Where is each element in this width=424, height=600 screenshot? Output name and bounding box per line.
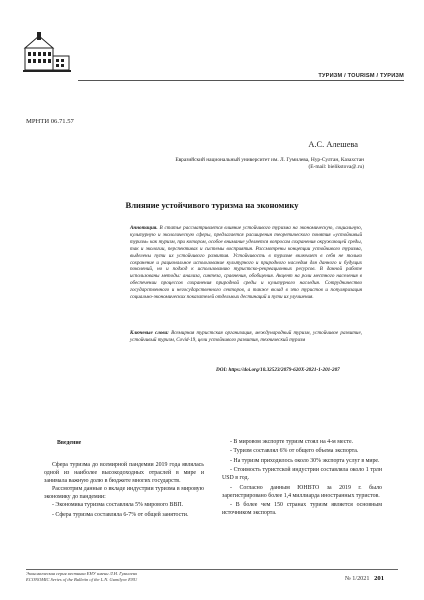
keywords-text: Всемирная туристская организация, международный туризм, устойчивое развитие, устойчивый туризм, Covid-19, цели устойчивого развития, технический туризм: [130, 330, 362, 343]
left-column: [44, 461, 204, 520]
list-item: - Согласно данным ЮНВТО за 2019 г. было зарегистрировано более 1,4 миллиарда иностранных туристов.: [222, 484, 382, 499]
list-item: - Стоимость туристской индустрии составляла около 1 трлн USD в год.: [222, 467, 382, 482]
author-affiliation: [150, 157, 364, 172]
issue-number: № 1/2021: [344, 575, 370, 582]
issue-info: [345, 575, 384, 582]
section-tag: ТУРИЗМ / TOURISM / ТУРИЗМ: [318, 73, 404, 79]
article-title: Влияние устойчивого туризма на экономику: [125, 200, 299, 210]
journal-name-ru: Экономическая серия вестника ЕНУ имени Л.Н. Гумилева: [26, 571, 137, 576]
doi-link[interactable]: DOI: https://doi.org/10.32523/2079-620X-2021-1-201-207: [216, 367, 340, 373]
list-item: - В мировом экспорте туризм стоял на 4-м месте.: [230, 439, 354, 445]
header-rule: [78, 80, 404, 81]
right-column: [222, 438, 382, 519]
keywords-label: Ключевые слова:: [130, 330, 169, 336]
list-item: - Туризм составлял 6% от общего объема экспорта.: [230, 448, 359, 455]
classification-code: МРНТИ 06.71.57: [26, 118, 74, 125]
abstract-text: В статье рассматривается влияние устойчивого туризма на экономическую, социальную, культурную и экологическую сферы, предлагается расширения теоретического понятия «устойчивый туризм» как туризм, при котором, особое внимание уделяется вопросам сохранения окружающей среды, так и экологии, перспективах и системы восприятия. Рассмотрены концепции устойчивого туризма, выделены пути их устойчивого развития. Устойчивость в туризме включает в себя не только сохранение и рациональное использование культурного и природного наследия для данного и будущих поколений, но и подход к использованию туристско-рекреационных ресурсов. В данной работе использованы методы: анализа, синтеза, сравнения, обобщения. Акцент на роли местного населения в обеспечении процессов сохранения природной среды и культурного наследия. Сотрудничество государственного и негосударственного секторов, а также вклад в это туристов и популяризация социально-экономических показателей отдельных дестинаций и пути их улучшения.: [130, 225, 362, 301]
affiliation-text: Евразийский национальный университет им. Л. Гумилева, Нур-Султан, Казахстан: [175, 157, 364, 163]
author-email[interactable]: (E-mail: bielikstova@.ru): [308, 164, 364, 171]
paragraph: Рассмотрим данные о вкладе индустрии туризма в мировую экономику до пандемии:: [44, 486, 204, 501]
university-logo: [23, 30, 71, 74]
journal-name-en: ECONOMIC Series of the Bulletin of the L.N. Gumilyov ENU: [26, 577, 138, 582]
list-item: - Сфера туризма составляла 6-7% от общей занятости.: [52, 511, 189, 518]
list-item: - На туризм приходилось около 30% экспорта услуг в мире.: [230, 457, 380, 464]
page-number: 201: [374, 575, 384, 582]
list-item: - В более чем 150 странах туризм является основным источником экспорта.: [222, 502, 382, 517]
keywords: [130, 330, 362, 344]
intro-heading: Введение: [57, 440, 82, 446]
list-item: - Экономика туризма составляла 5% мирового ВВП.: [52, 502, 184, 509]
journal-name: [26, 571, 137, 583]
abstract: [130, 225, 362, 301]
author-name: А.С. Алешева: [308, 140, 358, 149]
paragraph: Сфера туризма до всемирной пандемии 2019 года являлась одной из наиболее высокодоходных отраслей в мире и занимала важную долю в бюджете многих государств.: [44, 462, 204, 485]
footer-rule: [26, 569, 398, 570]
abstract-label: Аннотация.: [130, 225, 158, 231]
